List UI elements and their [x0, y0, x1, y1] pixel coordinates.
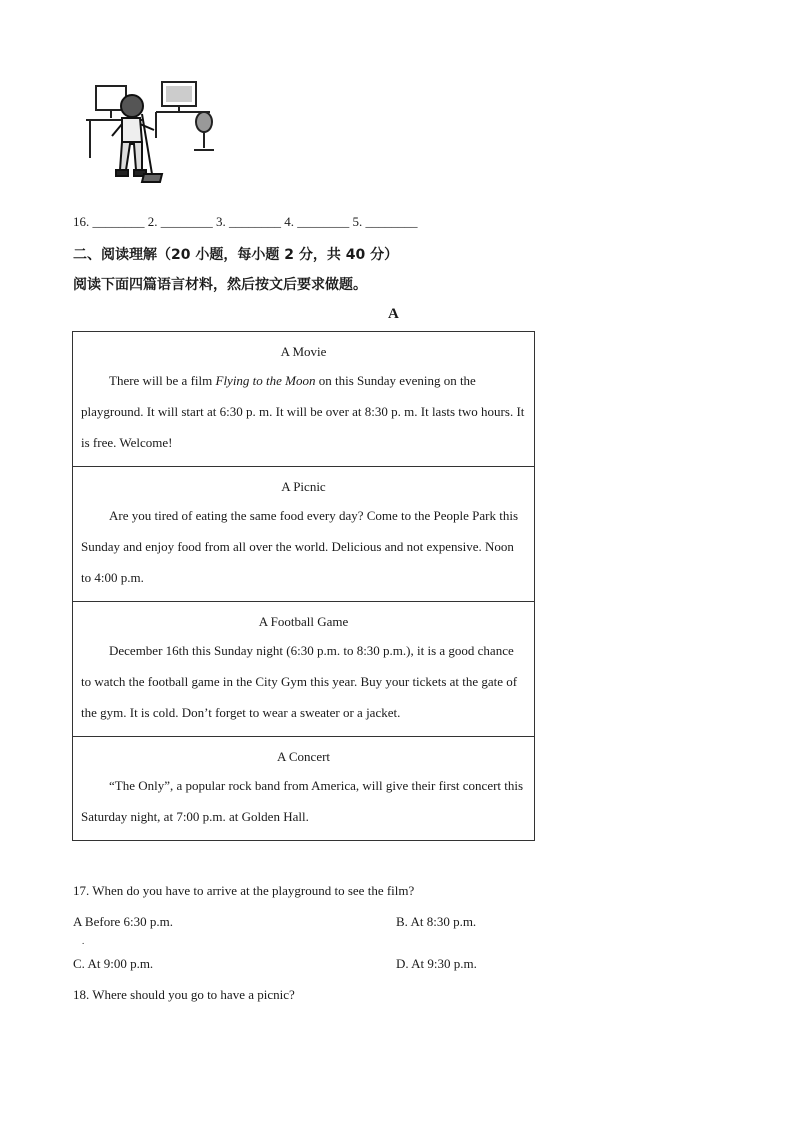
- notice-title: A Picnic: [281, 479, 326, 494]
- notice-row: [73, 737, 535, 841]
- notice-title: A Football Game: [258, 614, 349, 629]
- film-title: Flying to the Moon: [215, 373, 316, 388]
- notice-picnic: [73, 467, 535, 602]
- notices-table: [72, 331, 535, 841]
- notice-row: [73, 332, 535, 467]
- notice-movie: [73, 332, 535, 467]
- option-17-c: C. At 9:00 p.m.: [73, 956, 154, 971]
- section-instruction: 阅读下面四篇语言材料，然后按文后要求做题。: [73, 277, 367, 293]
- stray-dot: .: [82, 936, 85, 946]
- notice-row: [73, 602, 535, 737]
- notice-text: There will be a film: [109, 373, 216, 388]
- passage-letter: A: [388, 306, 399, 322]
- illustration-boy-sweeping: [82, 78, 222, 196]
- section-heading: 二、阅读理解（20 小题，每小题 2 分，共 40 分）: [73, 247, 399, 263]
- notice-concert: [73, 737, 535, 841]
- notice-title: A Concert: [276, 749, 331, 764]
- notice-football-game: [73, 602, 535, 737]
- notice-body: [81, 365, 526, 458]
- boy-figure-icon: [112, 95, 154, 176]
- notice-body: “The Only”, a popular rock band from America, will give their first concert this Saturday night, at 7:00 p.m. at Golden Hall.: [81, 778, 524, 824]
- question-18: 18. Where should you go to have a picnic?: [73, 987, 295, 1002]
- notice-text: on this Sunday evening on the playground. It will start at 6:30 p. m. It will be over at 8:30 p. m. It lasts two hours. It is free. Welcome!: [81, 373, 525, 450]
- question-17: 17. When do you have to arrive at the playground to see the film?: [73, 883, 415, 898]
- computer-monitor-icon: [162, 82, 196, 112]
- answer-blanks: 16. ________ 2. ________ 3. ________ 4. ________ 5. ________: [73, 214, 418, 229]
- option-17-b: B. At 8:30 p.m.: [396, 914, 477, 929]
- chair-icon: [194, 112, 214, 150]
- notice-body: December 16th this Sunday night (6:30 p.m. to 8:30 p.m.), it is a good chance to watch the football game in the City Gym this year. Buy your tickets at the gate of the gym. It is cold. Don’t forget to wear a sweater or a jacket.: [81, 643, 518, 720]
- option-17-a: A Before 6:30 p.m.: [73, 914, 174, 929]
- notice-title: A Movie: [280, 344, 327, 359]
- notice-body: Are you tired of eating the same food every day? Come to the People Park this Sunday and enjoy food from all over the world. Delicious and not expensive. Noon to 4:00 p.m.: [81, 508, 519, 585]
- option-17-d: D. At 9:30 p.m.: [396, 956, 477, 971]
- notice-row: [73, 467, 535, 602]
